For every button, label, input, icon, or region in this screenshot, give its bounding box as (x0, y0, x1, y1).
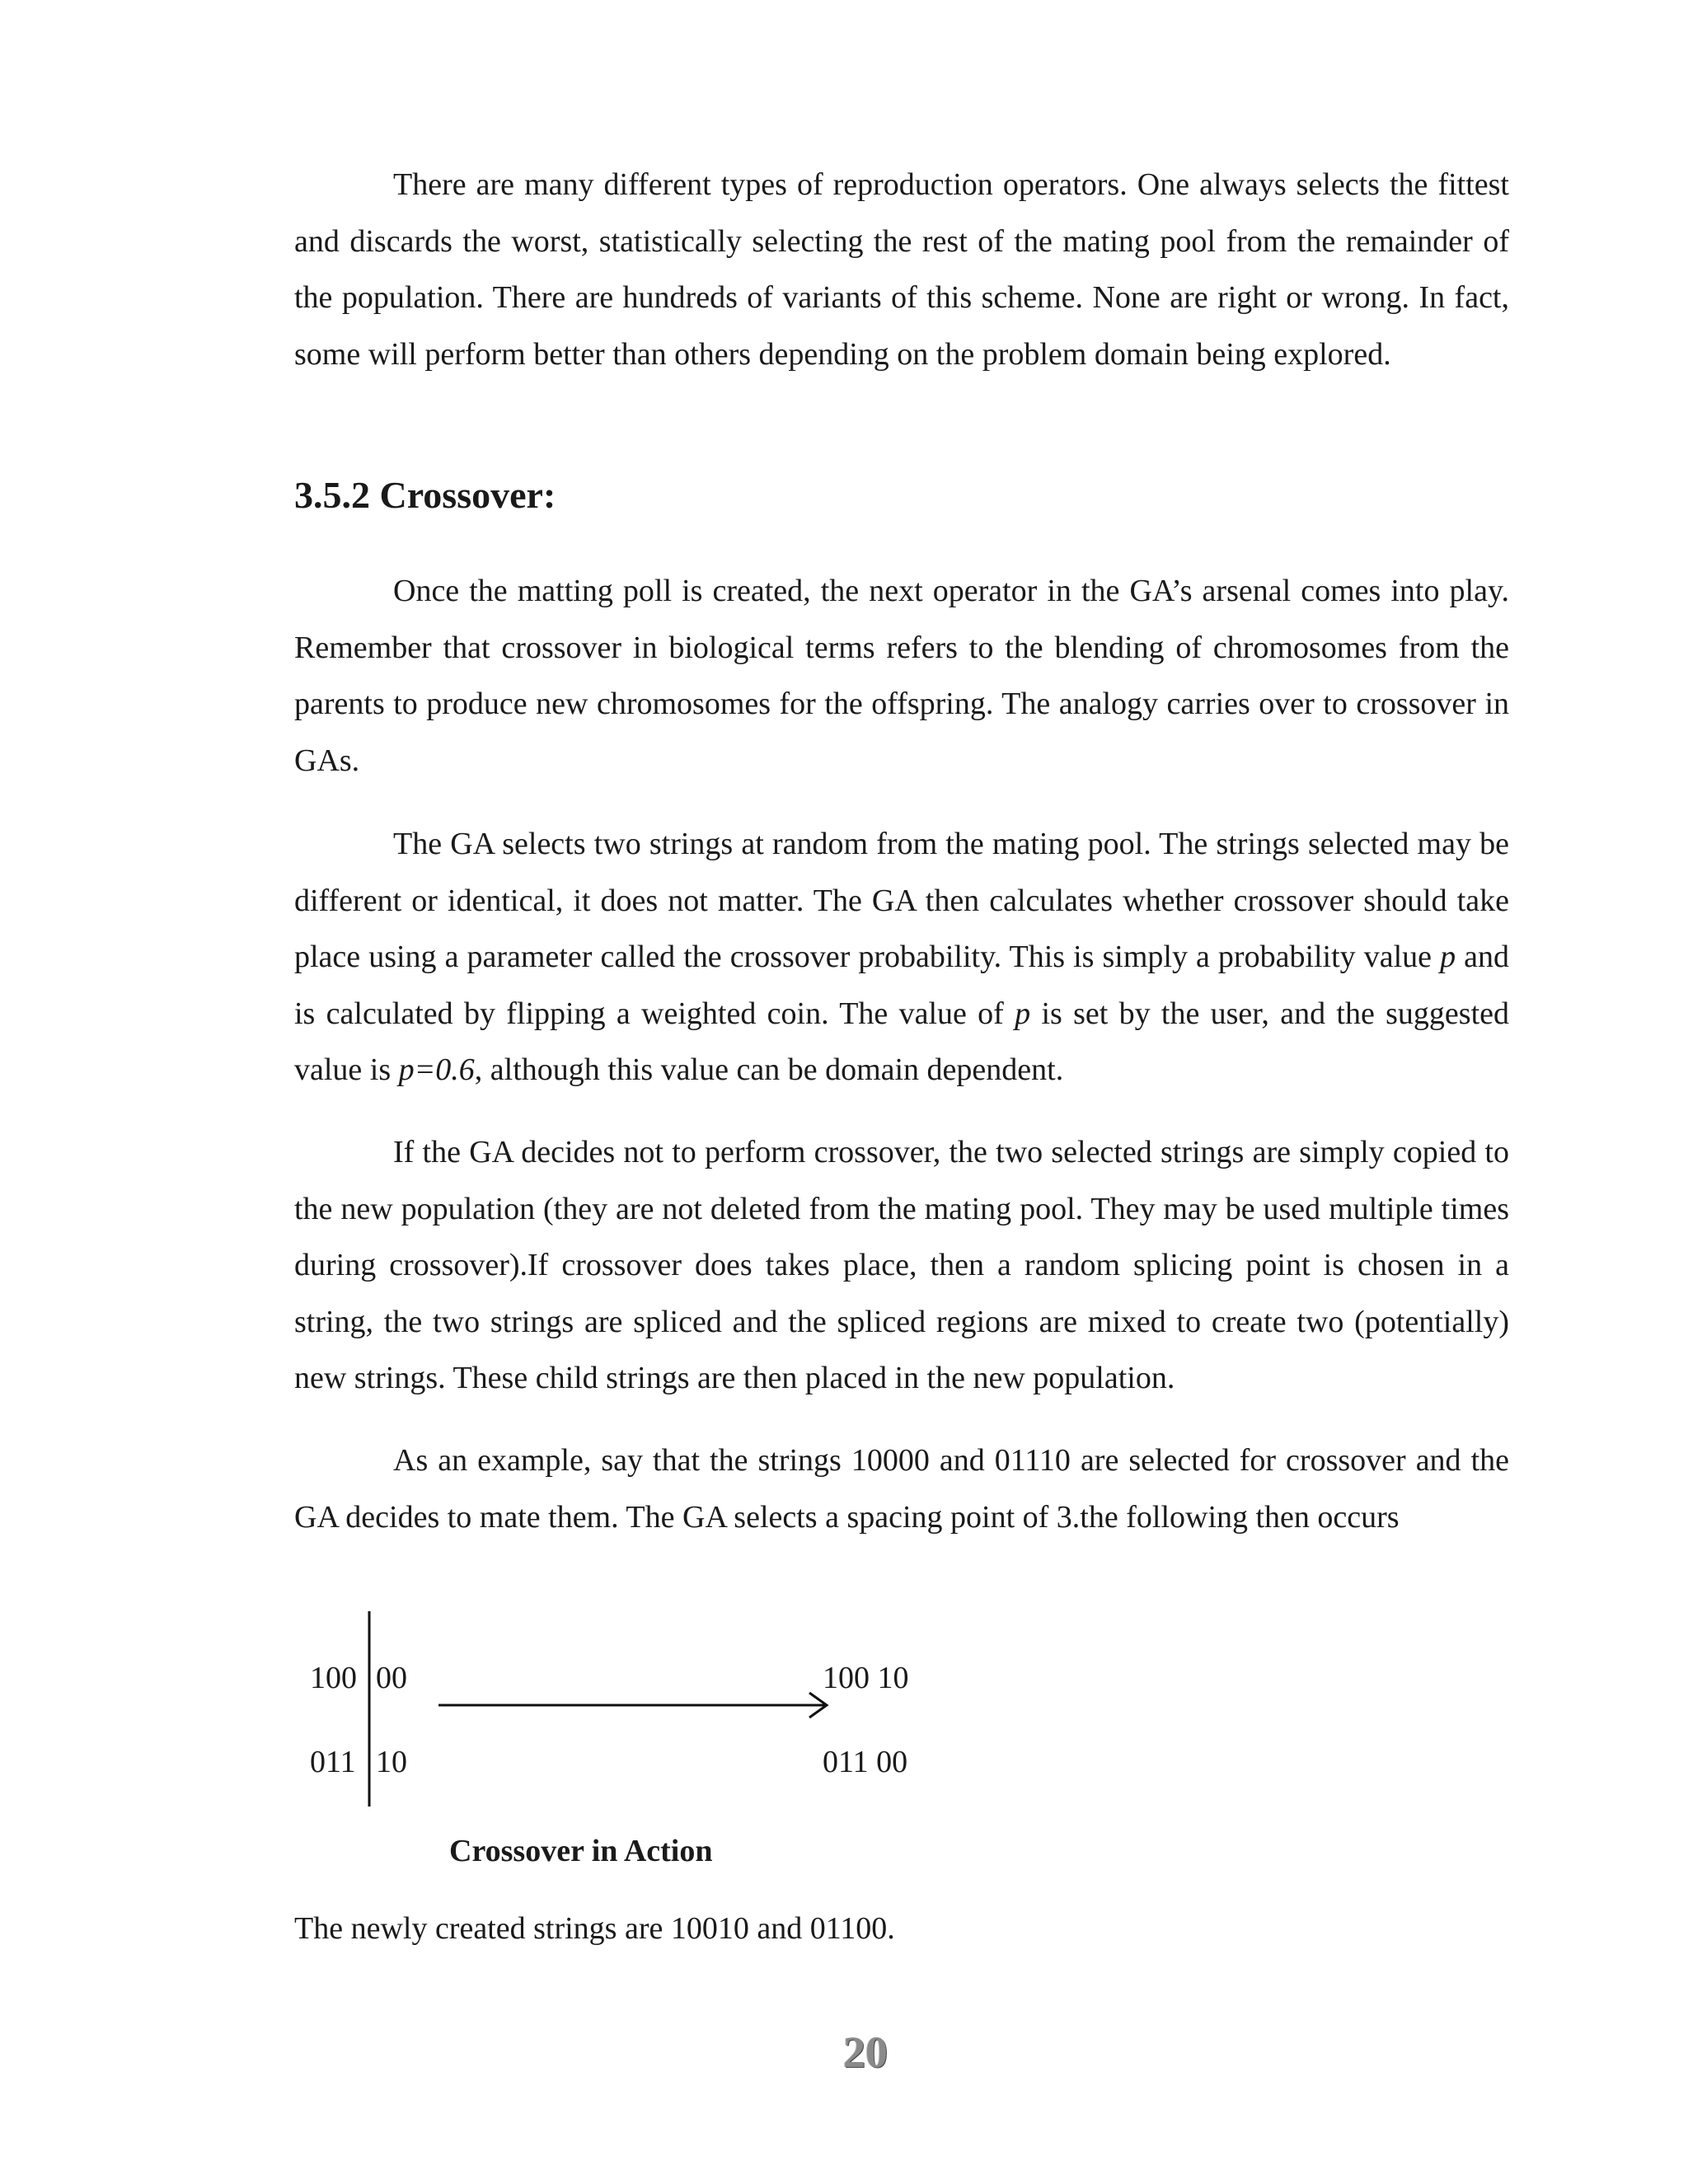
parent2-right-segment: 10 (376, 1745, 407, 1779)
arrow-head-icon (809, 1693, 827, 1718)
child1-string: 100 10 (823, 1661, 909, 1695)
page-number: 20 (843, 2027, 888, 2077)
paragraph-text: and is calculated by flipping a weighted coin. The value of (294, 940, 1509, 1031)
paragraph-no-crossover: If the GA decides not to perform crossover, the two selected strings are simply copied to the new population (they are not deleted from the mating pool. They may be used multiple times during crossover).If crossover does takes place, then a random splicing point is chosen in a string, the two strings are spliced and the spliced regions are mixed to create two (potentially) new strings. These child strings are then placed in the new population. (294, 1135, 1509, 1395)
variable-p: p (1015, 996, 1031, 1031)
paragraph-reproduction-operators: There are many different types of reproduction operators. One always selects the fittest and discards the worst, statistically selecting the rest of the mating pool from the remainder of the population. There are hundreds of variants of this scheme. None are right or wrong. In fact, some will perform better than others depending on the problem domain being explored. (294, 167, 1509, 372)
paragraph-example: As an example, say that the strings 10000 and 01110 are selected for crossover and the GA decides to mate them. The GA selects a spacing point of 3.the following then occurs (294, 1443, 1509, 1535)
child2-string: 011 00 (823, 1745, 908, 1779)
paragraph-text: The GA selects two strings at random from the mating pool. The strings selected may be different or identical, it does not matter. The GA then calculates whether crossover should take place using a parameter called the crossover probability. This is simply a probability value (294, 827, 1509, 974)
parent2-left-segment: 011 (310, 1745, 356, 1779)
suggested-value: p=0.6 (398, 1052, 475, 1087)
variable-p: p (1440, 940, 1456, 974)
figure-caption: Crossover in Action (449, 1834, 713, 1868)
paragraph-crossover-intro: Once the matting poll is created, the next operator in the GA’s arsenal comes into play. Remember that crossover in biological terms refers to the blending of chromosomes from the parents to produce new chromosomes for the offspring. The analogy carries over to crossover in GAs. (294, 574, 1509, 778)
section-heading: 3.5.2 Crossover: (294, 474, 556, 516)
parent1-left-segment: 100 (310, 1661, 357, 1695)
paragraph-crossover-probability (294, 816, 1509, 1099)
parent1-right-segment: 00 (376, 1661, 407, 1695)
paragraph-result: The newly created strings are 10010 and 01100. (294, 1911, 895, 1946)
paragraph-text: is set by the user, and the suggested value is (294, 996, 1509, 1087)
paragraph-text: , although this value can be domain dependent. (474, 1052, 1064, 1087)
